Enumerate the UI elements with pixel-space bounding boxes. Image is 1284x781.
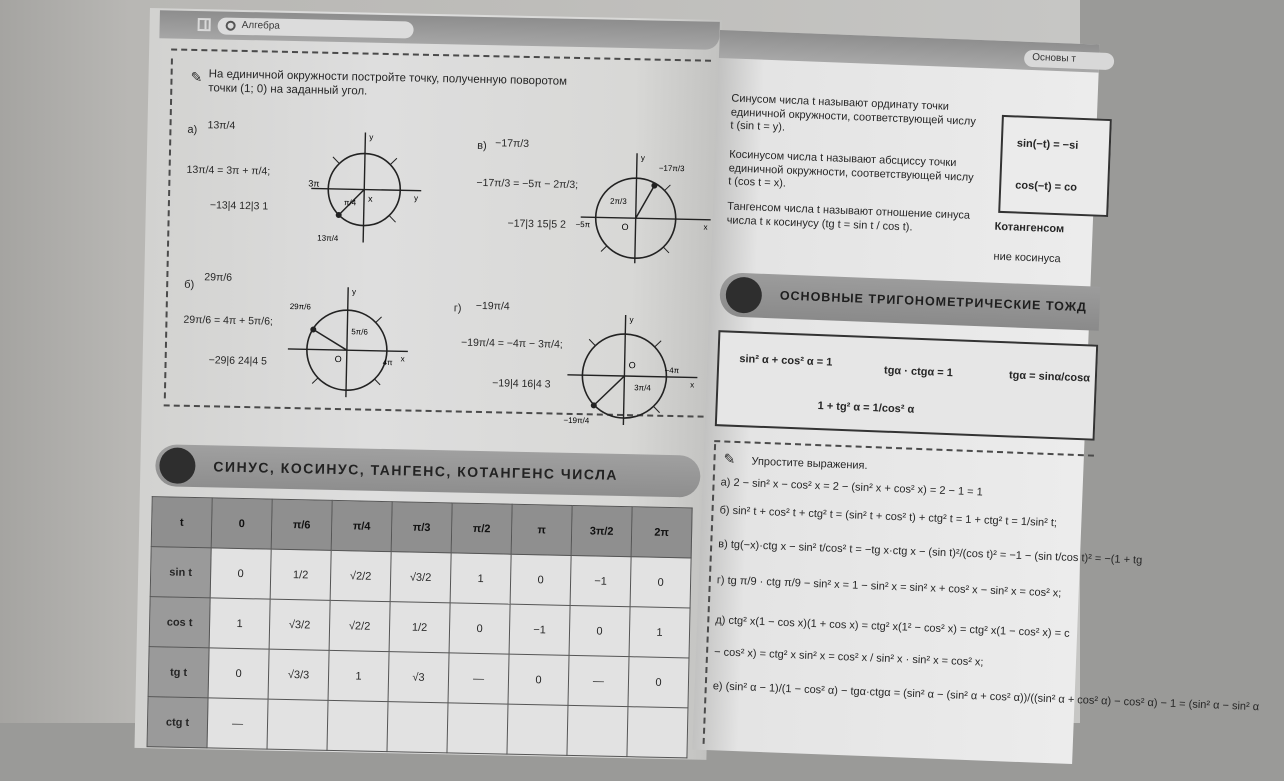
task2-line-g: г) tg π/9 · ctg π/9 − sin² x = 1 − sin² x = sin² x + cos² x − sin² x = cos² x;	[716, 574, 1062, 600]
task2-line-a: а) 2 − sin² x − cos² x = 2 − (sin² x + cos² x) = 2 − 1 = 1	[720, 476, 983, 499]
circle-g-mark-3pi4: 3π/4	[634, 383, 651, 393]
tangent-definition: Тангенсом числа t называют отношение синуса числа t к косинусу (tg t = sin t / cos t).	[726, 200, 971, 234]
identities-banner	[719, 272, 1100, 331]
part-v-division: −17|3 15|5 2	[507, 217, 566, 231]
table-cell: 0	[508, 654, 569, 705]
table-header-cell: π/2	[451, 503, 512, 554]
task2-line-b: б) sin² t + cos² t + ctg² t = (sin² t + cos² t) + ctg² t = 1 + ctg² t = 1/sin² t;	[719, 504, 1058, 530]
circle-b-mark-5pi6: 5π/6	[351, 327, 368, 337]
table-cell: 0	[449, 603, 510, 654]
right-page	[692, 30, 1260, 764]
table-cell: 0	[628, 657, 689, 708]
circle-v-mark-2pi3: 2π/3	[609, 196, 627, 207]
part-g-division: −19|4 16|4 3	[492, 377, 551, 391]
part-b-angle: 29π/6	[204, 271, 233, 284]
table-cell: √3/3	[268, 649, 329, 700]
task2-line-d2: − cos² x) = ctg² x sin² x = cos² x / sin² x · sin² x = cos² x;	[713, 646, 984, 669]
table-cell: —	[568, 655, 629, 706]
part-label-b: б)	[184, 278, 195, 291]
row-header-ctg: ctg t	[147, 697, 208, 748]
circle-g-y-label: y	[629, 315, 634, 325]
table-cell: 1	[450, 553, 511, 604]
task2-title: Упростите выражения.	[751, 455, 868, 472]
table-header-cell: t	[151, 497, 212, 548]
table-header-cell: 3π/2	[571, 505, 632, 556]
table-row	[147, 697, 688, 758]
part-label-g: г)	[453, 302, 462, 315]
search-box	[217, 17, 413, 38]
trig-values-table	[147, 496, 693, 758]
reader-icon	[725, 276, 762, 313]
table-header-cell: π/3	[391, 502, 452, 553]
table-cell: 0	[569, 605, 630, 656]
table-cell	[387, 702, 448, 753]
table-cell: —	[448, 653, 509, 704]
pencil-icon: ✎	[190, 68, 203, 86]
circle-g-mark-4pi: −4π	[664, 365, 680, 376]
circle-v-y-label: y	[640, 153, 646, 163]
identity-1: sin² α + cos² α = 1	[739, 352, 833, 369]
table-cell	[627, 707, 688, 758]
circle-a-x-label: y	[413, 193, 419, 203]
table-cell	[267, 699, 328, 750]
task2-line-e: е) (sin² α − 1)/(1 − cos² α) − tgα·ctgα = (sin² α − (sin² α + cos² α))/((sin² α + cos² α) − cos² α) − 1 = (sin² α − sin² α	[712, 680, 1260, 714]
identity-3: tgα = sinα/cosα	[1008, 369, 1091, 385]
table-cell: √3/2	[269, 599, 330, 650]
row-header-sin: sin t	[150, 547, 211, 598]
part-g-calc: −19π/4 = −4π − 3π/4;	[460, 336, 563, 351]
part-v-calc: −17π/3 = −5π − 2π/3;	[476, 176, 579, 192]
circle-a-mark-13pi4: 13π/4	[317, 233, 339, 243]
table-header-cell: π	[511, 504, 572, 555]
circle-b-mark-4pi: 4π	[382, 357, 393, 368]
table-cell: 1	[328, 650, 389, 701]
circle-v-mark-17pi3: −17π/3	[658, 163, 685, 174]
circle-b-mark-29pi6: 29π/6	[289, 301, 311, 312]
table-cell: 1/2	[270, 549, 331, 600]
circle-v-x-label: x	[703, 222, 708, 232]
table-header-cell: 2π	[631, 507, 692, 558]
search-icon	[226, 21, 236, 31]
row-header-cos: cos t	[149, 597, 210, 648]
circle-g-x-label: x	[690, 380, 695, 390]
table-cell: 0	[208, 648, 269, 699]
parity-box	[998, 115, 1112, 217]
identities-title: ОСНОВНЫЕ ТРИГОНОМЕТРИЧЕСКИЕ ТОЖД	[779, 288, 1088, 315]
row-header-tg: tg t	[148, 647, 209, 698]
parity-sin: sin(−t) = −si	[1016, 137, 1079, 152]
part-b-calc: 29π/6 = 4π + 5π/6;	[183, 313, 274, 328]
circle-b-x-label: x	[400, 354, 405, 364]
identities-box	[715, 330, 1098, 441]
part-a-calc: 13π/4 = 3π + π/4;	[186, 163, 271, 178]
circle-a-mark-3pi: 3π	[308, 178, 320, 189]
table-cell: —	[207, 698, 268, 749]
left-page	[135, 8, 722, 760]
pencil-icon: ✎	[723, 450, 736, 467]
circle-g-origin: O	[628, 360, 636, 371]
circle-a-mark-pi4: π/4	[343, 198, 357, 208]
table-header-cell: π/4	[331, 500, 392, 551]
table-cell: 1	[209, 598, 270, 649]
table-cell	[507, 704, 568, 755]
circle-v-origin: O	[621, 221, 629, 233]
circle-b-origin: O	[334, 353, 342, 365]
table-cell: √3/2	[390, 552, 451, 603]
task2-line-d: д) ctg² x(1 − cos x)(1 + cos x) = ctg² x(1² − cos² x) = ctg² x(1 − cos² x) = c	[715, 614, 1070, 640]
grid-icon	[198, 18, 211, 31]
part-a-division: −13|4 12|3 1	[209, 199, 269, 213]
table-cell: 0	[210, 548, 271, 599]
table-cell	[327, 700, 388, 751]
table-cell: √2/2	[330, 550, 391, 601]
identity-2: tgα · ctgα = 1	[883, 364, 954, 380]
reader-icon	[159, 447, 196, 484]
circle-a-origin: x	[367, 193, 373, 204]
table-cell: √2/2	[329, 600, 390, 651]
task-text: На единичной окружности постройте точку, полученную поворотом точки (1; 0) на заданный угол.	[208, 68, 568, 98]
task2-line-v: в) tg(−x)·ctg x − sin² t/cos² t = −tg x·ctg x − (sin t)²/(cos t)² = −1 − (sin t/cos t)² = −(1 + tg	[718, 538, 1143, 567]
part-a-angle: 13π/4	[207, 119, 236, 132]
table-cell: 0	[630, 557, 691, 608]
table-cell: −1	[570, 555, 631, 606]
parity-cos: cos(−t) = co	[1015, 179, 1078, 194]
circle-g-mark-19pi4: −19π/4	[563, 415, 590, 426]
table-cell	[567, 705, 628, 756]
table-cell: √3	[388, 652, 449, 703]
table-header-cell: 0	[211, 498, 272, 549]
section-banner	[155, 444, 701, 497]
section-title: СИНУС, КОСИНУС, ТАНГЕНС, КОТАНГЕНС ЧИСЛА	[213, 458, 619, 483]
part-label-v: в)	[477, 139, 487, 153]
identity-4: 1 + tg² α = 1/cos² α	[817, 400, 915, 416]
circle-v-mark-5pi: −5π	[575, 219, 591, 230]
table-cell: 0	[510, 554, 571, 605]
cosine-definition: Косинусом числа t называют абсциссу точки единичной окружности, соответствующей числу t (cos t = x).	[727, 148, 974, 190]
table-header-cell: π/6	[271, 499, 332, 550]
part-label-a: а)	[187, 123, 198, 137]
circle-b-y-label: y	[352, 287, 357, 297]
search-text: Алгебра	[241, 19, 280, 32]
cotangent-note-2: ние косинуса	[993, 250, 1061, 266]
unit-circle-g	[561, 309, 703, 432]
table-cell: 1	[629, 607, 690, 658]
part-v-angle: −17π/3	[495, 137, 530, 150]
part-g-angle: −19π/4	[475, 299, 510, 313]
part-b-division: −29|6 24|4 5	[208, 354, 268, 368]
table-cell	[447, 703, 508, 754]
unit-circle-b	[282, 281, 414, 404]
sine-definition: Синусом числа t называют ординату точки единичной окружности, соответствующей числу t (sin t = y).	[730, 92, 977, 134]
table-cell: 1/2	[389, 602, 450, 653]
cotangent-note: Котангенсом	[994, 220, 1065, 236]
table-cell: −1	[509, 604, 570, 655]
circle-a-y-label: y	[369, 132, 374, 142]
unit-circle-v	[575, 147, 717, 270]
unit-circle-a	[305, 126, 427, 248]
chapter-tab: Основы т	[1024, 50, 1115, 70]
